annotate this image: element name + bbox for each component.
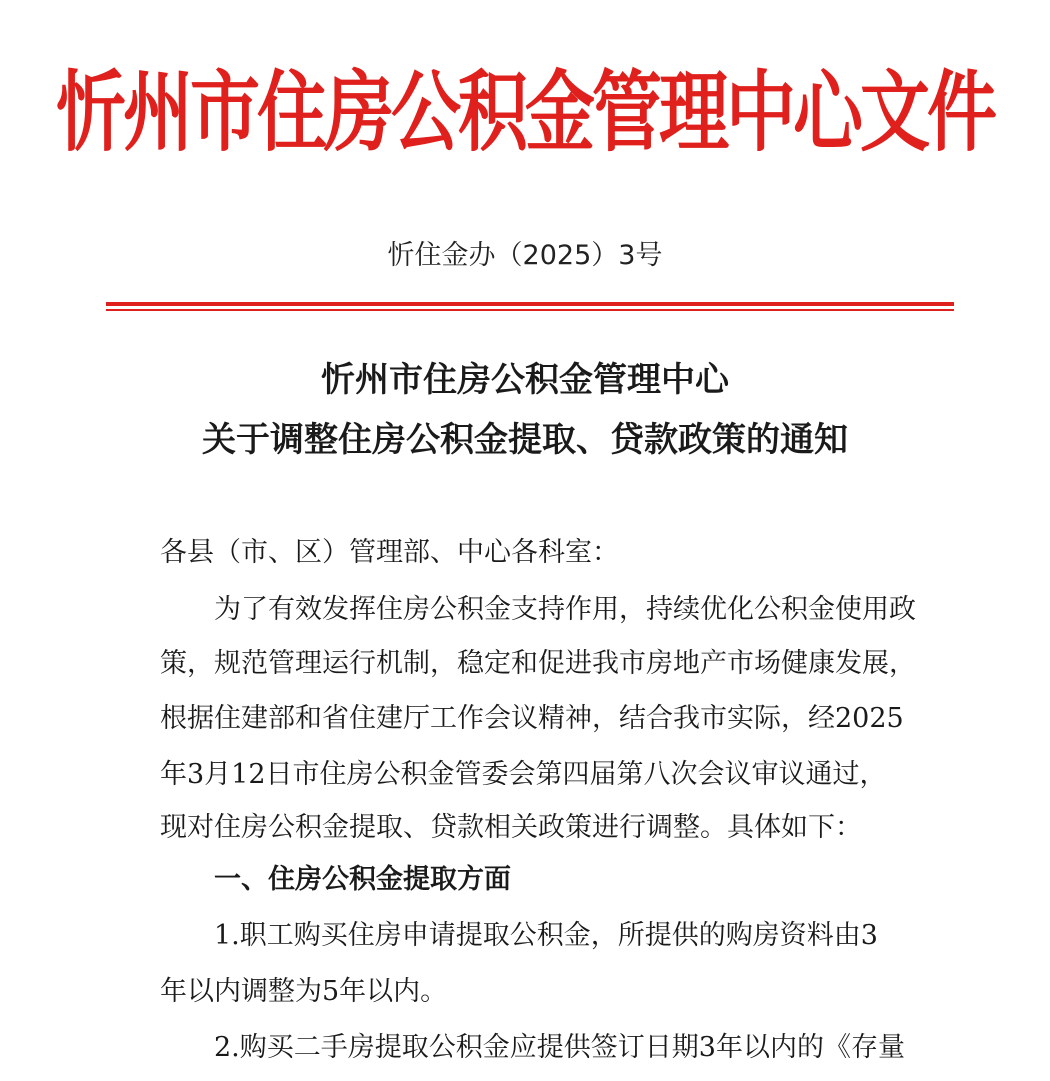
notice-title-line1: 忻州市住房公积金管理中心 [321, 360, 729, 400]
paragraph-line: 年3月12日市住房公积金管委会第四届第八次会议审议通过， [160, 759, 887, 790]
red-divider-thin [106, 309, 954, 311]
item-line: 年以内调整为5年以内。 [160, 976, 448, 1007]
paragraph-line: 策，规范管理运行机制，稳定和促进我市房地产市场健康发展， [160, 648, 916, 679]
paragraph-line: 根据住建部和省住建厅工作会议精神，结合我市实际，经2025 [160, 703, 904, 734]
section-heading: 一、住房公积金提取方面 [214, 864, 511, 895]
issuer-title: 忻州市住房公积金管理中心文件 [56, 60, 994, 164]
red-divider-thick [106, 302, 954, 306]
item-line: 2.购买二手房提取公积金应提供签订日期3年以内的《存量 [214, 1032, 905, 1063]
notice-title-line2: 关于调整住房公积金提取、贷款政策的通知 [202, 420, 848, 460]
paragraph-line: 现对住房公积金提取、贷款相关政策进行调整。具体如下： [160, 812, 862, 843]
document-number: 忻住金办（2025）3号 [387, 240, 663, 271]
paragraph-line: 为了有效发挥住房公积金支持作用，持续优化公积金使用政 [214, 594, 916, 625]
salutation: 各县（市、区）管理部、中心各科室： [160, 537, 619, 568]
item-line: 1.职工购买住房申请提取公积金，所提供的购房资料由3 [214, 920, 878, 951]
